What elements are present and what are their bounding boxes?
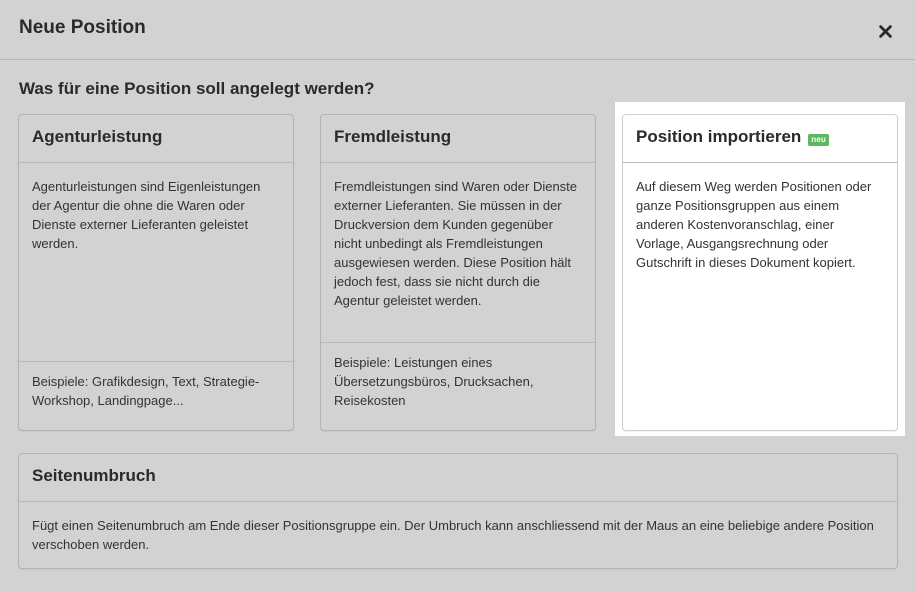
card-header — [623, 115, 897, 163]
card-title: Fremdleistung — [321, 115, 595, 163]
modal-title: Neue Position — [19, 17, 146, 38]
close-icon — [879, 25, 892, 38]
card-examples-text: Beispiele: Leistungen eines Übersetzungsbüros, Drucksachen, Reisekosten — [334, 355, 534, 408]
card-description: Fremdleistungen sind Waren oder Dienste externer Lieferanten. Sie müssen in der Druckversion dem Kunden gegenüber nicht unbedingt als Fremdleistungen ausgewiesen werden. Diese Position hält jedoch fest, dass sie nicht durch die Agentur geleistet werden. — [334, 179, 578, 308]
seitenumbruch-card[interactable] — [18, 453, 898, 569]
card-title: Seitenumbruch — [19, 454, 897, 502]
card-examples — [321, 342, 595, 430]
card-examples — [19, 361, 293, 430]
modal-header — [0, 0, 915, 60]
card-description: Auf diesem Weg werden Positionen oder ganze Positionsgruppen aus einem anderen Kostenvoranschlag, einer Vorlage, Ausgangsrechnung oder Gutschrift in dieses Dokument kopiert. — [636, 179, 872, 270]
card-description: Agenturleistungen sind Eigenleistungen der Agentur die ohne die Waren oder Dienste externer Lieferanten geleistet werden. — [32, 179, 261, 251]
card-examples-text: Beispiele: Grafikdesign, Text, Strategie-Workshop, Landingpage... — [32, 374, 260, 408]
position-importieren-card[interactable] — [622, 114, 898, 431]
fremdleistung-card[interactable] — [320, 114, 596, 431]
card-title: Agenturleistung — [19, 115, 293, 163]
card-title: Position importieren — [636, 127, 802, 146]
close-button[interactable] — [872, 18, 898, 44]
agenturleistung-card[interactable] — [18, 114, 294, 431]
question-heading: Was für eine Position soll angelegt werden? — [19, 79, 375, 98]
card-description: Fügt einen Seitenumbruch am Ende dieser Positionsgruppe ein. Der Umbruch kann anschliessend mit der Maus an eine beliebige andere Position verschoben werden. — [32, 518, 874, 552]
new-badge: neu — [808, 134, 829, 146]
